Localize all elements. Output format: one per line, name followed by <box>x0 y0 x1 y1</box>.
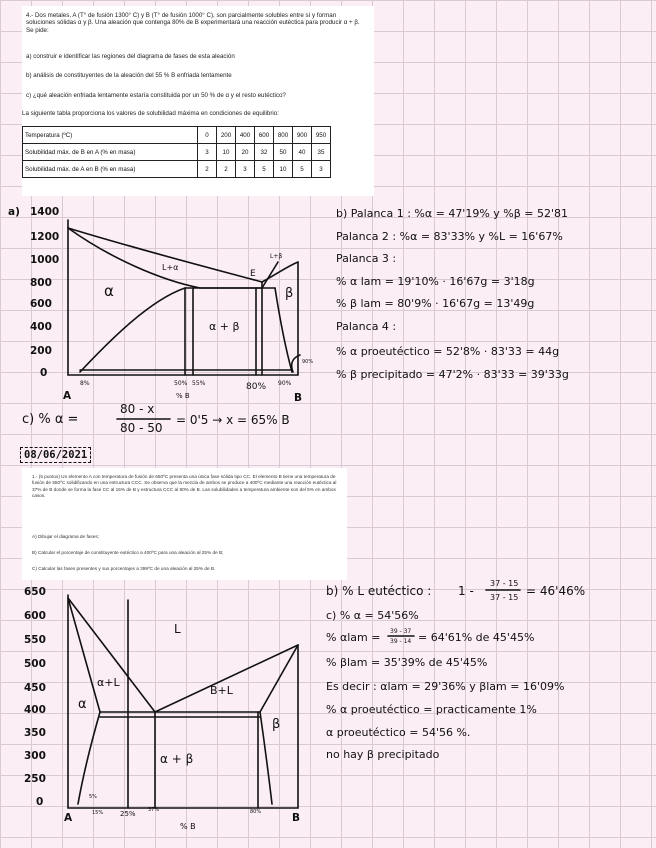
diagram1-liquidus-a <box>68 228 262 282</box>
diagram1-y-tick: 1200 <box>30 231 60 243</box>
diagram1-region-ab: α + β <box>209 320 240 333</box>
table-cell: 3 <box>312 161 331 178</box>
diagram2-axes <box>68 595 298 808</box>
table-cell: 200 <box>217 127 236 144</box>
table-cell: 32 <box>255 144 274 161</box>
answer-leut-num: 37 - 15 <box>490 579 519 588</box>
diagram1-region-l-alpha: L+α <box>162 263 179 272</box>
table-cell: Solubilidad máx. de A en B (% en masa) <box>23 161 198 178</box>
table-cell: 950 <box>312 127 331 144</box>
answer-alam-num: 39 - 37 <box>390 628 412 635</box>
diagram1-label-a: A <box>63 390 72 402</box>
diagram1-label-b: B <box>294 392 303 404</box>
diagram2-pct: 25% <box>120 810 136 818</box>
diagram1-y-tick: 200 <box>30 345 52 357</box>
diagram2-xlabel: % B <box>180 822 196 831</box>
table-cell: 2 <box>217 161 236 178</box>
diagram1-y-tick: 400 <box>30 321 52 333</box>
answer-blam: % βlam = 35'39% de 45'45% <box>326 656 488 669</box>
diagram2-region-ab: α + β <box>160 752 194 766</box>
diagram1-xlabel: % B <box>176 392 190 400</box>
problem1-text: 1.- (5 puntos) Un elemento A con temperatura de fusión de 650ºC presenta una única fase sólida tipo CC. El elemento B tiene una temperatura de fusión de 550ºC solidificando en una estructura CCC. Se observa que la mezcla de ambos se produce a 400ºC mediante una reacción eutéctica al 37% de B donde se forma la fase CC al 15% de B y estructura CCC al 80% de B. Las solubilidades a temperatura ambiente son del 5% en ambos casos. <box>32 474 337 499</box>
diagram2-region-b-l: B+L <box>210 684 233 697</box>
diagram1-part-label: a) <box>8 206 20 218</box>
diagram2-label-b: B <box>292 812 301 824</box>
diagram1-pct: 90% <box>278 380 292 387</box>
diagram2-y-tick: 500 <box>24 658 46 670</box>
answer-alpha-proeut: % α proeutéctico = 52'8% · 83'33 = 44g <box>336 345 560 358</box>
diagram2-y-tick: 0 <box>36 796 44 808</box>
answer-no-hay: no hay β precipitado <box>326 748 440 761</box>
table-cell: 800 <box>274 127 293 144</box>
diagram2-solvus-b <box>260 712 272 804</box>
problem1-part-c: C) Calcular las fases presentes y sus porcentajes a 399ºC de una aleación al 25% de B. <box>32 566 216 571</box>
answer-palanca2: Palanca 2 : %α = 83'33% y %L = 16'67% <box>336 230 563 243</box>
diagram1-y-tick: 1400 <box>30 206 60 218</box>
diagram2-pct: 15% <box>92 810 104 816</box>
table-cell: 35 <box>312 144 331 161</box>
problem4-part-c: c) ¿qué aleación enfriada lentamente estaría constituida por un 50 % de α y el resto eutéctico? <box>26 92 286 99</box>
answer-c-den: 80 - 50 <box>120 421 163 435</box>
table-cell: 0 <box>198 127 217 144</box>
diagram1-region-alpha: α <box>104 282 114 300</box>
answer-leut-prefix: b) % L eutéctico : <box>326 584 432 598</box>
table-cell: 5 <box>293 161 312 178</box>
table-cell: 10 <box>274 161 293 178</box>
table-cell: 900 <box>293 127 312 144</box>
diagram2-y-tick: 650 <box>24 586 46 598</box>
diagram1-y-tick: 0 <box>40 367 48 379</box>
diagram2-y-tick: 300 <box>24 750 46 762</box>
diagram2-region-beta: β <box>272 717 281 732</box>
diagram2-y-tick: 400 <box>24 704 46 716</box>
answer-c-left: c) % α = <box>22 412 79 427</box>
table-cell: 400 <box>236 127 255 144</box>
table-cell: 3 <box>198 144 217 161</box>
diagram2-y-tick: 550 <box>24 634 46 646</box>
table-cell: Temperatura (ºC) <box>23 127 198 144</box>
diagram2-liquidus <box>68 598 298 712</box>
diagram2-y-tick: 250 <box>24 773 46 785</box>
diagram2-pct: 37% <box>148 807 160 813</box>
diagram2-region-alpha-l: α+L <box>97 676 120 689</box>
table-cell: 40 <box>293 144 312 161</box>
answer-alpha-lam: % α lam = 19'10% · 16'67g = 3'18g <box>336 275 535 288</box>
problem1-paper <box>22 468 347 580</box>
answer-proeut: % α proeutéctico = practicamente 1% <box>326 703 537 716</box>
diagram1-y-tick: 1000 <box>30 254 60 266</box>
table-cell: Solubilidad máx. de B en A (% en masa) <box>23 144 198 161</box>
table-cell: 20 <box>236 144 255 161</box>
answer-palanca4: Palanca 4 : <box>336 320 397 333</box>
diagram2-region-l: L <box>174 622 181 636</box>
table-cell: 5 <box>255 161 274 178</box>
table-cell: 3 <box>236 161 255 178</box>
table-cell: 2 <box>198 161 217 178</box>
diagram2-pct: 5% <box>89 794 97 800</box>
problem1-part-b: B) Calcular el porcentaje de constituyente eutéctico a 400ºC para una aleación al 25% de B; <box>32 550 224 555</box>
diagram1-region-l-beta: L+β <box>270 253 283 260</box>
table-cell: 600 <box>255 127 274 144</box>
diagram2-label-a: A <box>64 812 73 824</box>
answer-alam-rest: = 64'61% de 45'45% <box>418 631 535 644</box>
diagram2-y-tick: 600 <box>24 610 46 622</box>
table-intro: La siguiente tabla proporciona los valores de solubilidad máxima en condiciones de equilibrio: <box>22 110 279 117</box>
diagram1-pct: 50% <box>174 380 188 387</box>
diagram1-pct: 90% <box>302 359 314 365</box>
date-label: 08/06/2021 <box>20 447 91 463</box>
diagram2-y-tick: 350 <box>24 727 46 739</box>
diagram1-region-beta: β <box>285 286 294 301</box>
answer-c-right: = 0'5 → x = 65% B <box>176 413 290 427</box>
diagram1-point-e: E <box>250 269 256 279</box>
table-cell: 50 <box>274 144 293 161</box>
diagram1-pct: 8% <box>80 380 90 387</box>
answer-beta-lam: % β lam = 80'9% · 16'67g = 13'49g <box>336 297 535 310</box>
problem4-intro: 4.- Dos metales, A (T° de fusión 1300° C) y B (T° de fusión 1000° C), son parcialmente solubles entre sí y forman soluciones sólidas α y β. Una aleación que contenga 80% de B experimentará una reacción eutéctica para producir α + β. Se pide: <box>26 12 360 34</box>
answer-c-alpha: c) % α = 54'56% <box>326 609 419 622</box>
table-cell: 10 <box>217 144 236 161</box>
answer-leut-one: 1 - <box>458 584 474 598</box>
answer-leut-den: 37 - 15 <box>490 593 519 602</box>
answer-proeut2: α proeutéctico = 54'56 %. <box>326 726 471 739</box>
diagram1-y-tick: 600 <box>30 298 52 310</box>
diagram1-pct: 55% <box>192 380 206 387</box>
diagram2-y-tick: 450 <box>24 682 46 694</box>
answer-alam-den: 39 - 14 <box>390 638 412 645</box>
diagram1-solvus-a <box>80 288 185 372</box>
diagram2-solidus-b <box>260 645 298 712</box>
answer-es-decir: Es decir : αlam = 29'36% y βlam = 16'09% <box>326 680 565 693</box>
diagram2-solvus-a <box>78 712 100 804</box>
diagram1-pct: 80% <box>246 382 267 392</box>
answer-alam-prefix: % αlam = <box>326 631 381 644</box>
diagram2-pct: 80% <box>250 809 262 815</box>
diagram1-y-tick: 800 <box>30 277 52 289</box>
diagram2-region-alpha: α <box>78 697 87 712</box>
answer-palanca3: Palanca 3 : <box>336 252 397 265</box>
answer-c-num: 80 - x <box>120 402 155 416</box>
answer-palanca1: b) Palanca 1 : %α = 47'19% y %β = 52'81 <box>336 207 568 220</box>
problem1-part-a: A) Dibujar el diagrama de fases; <box>32 534 99 539</box>
diagram2-solidus-a <box>68 598 100 712</box>
answer-leut-rest: = 46'46% <box>526 584 586 598</box>
problem4-part-a: a) construir e identificar las regiones del diagrama de fases de esta aleación <box>26 53 235 60</box>
problem4-part-b: b) análisis de constituyentes de la aleación del 55 % B enfriada lentamente <box>26 72 232 79</box>
answer-beta-prec: % β precipitado = 47'2% · 83'33 = 39'33g <box>336 368 569 381</box>
diagram1-axes <box>68 220 298 375</box>
